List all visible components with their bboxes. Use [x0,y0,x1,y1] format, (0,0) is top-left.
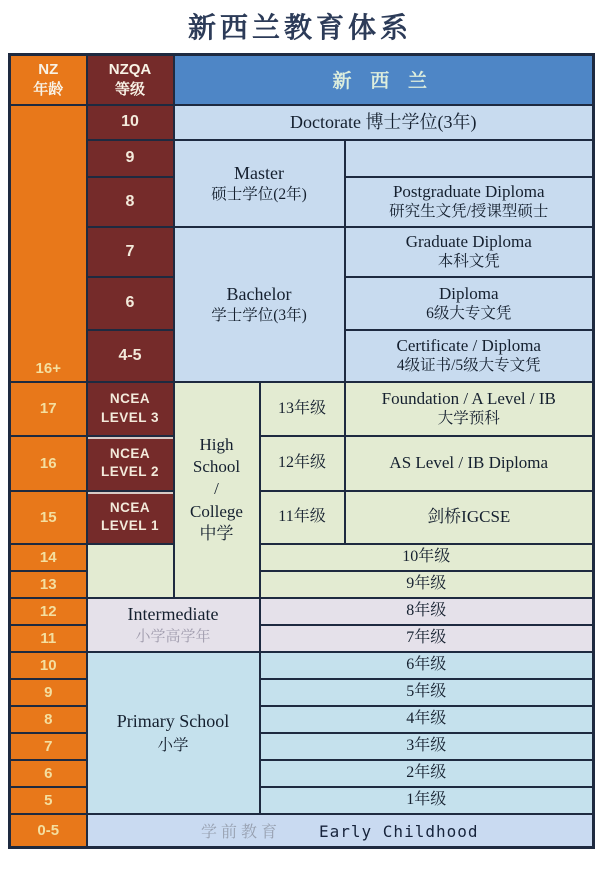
intermediate-subtitle: 小学高学年 [135,629,211,646]
diploma-title: Diploma [439,283,499,303]
nzqa-cell-9: 9 [87,140,174,177]
program-cell-foundation [345,382,594,436]
grade-cell-year10: 10年级 [260,544,594,571]
postgraduate-diploma-cell [345,177,594,227]
school-line4: College [190,501,243,521]
bachelor-cell [174,227,345,382]
ncea-3-line2: LEVEL 3 [100,409,160,425]
ncea-level-3-cell [87,382,174,436]
grade-cell-year7: 7年级 [260,625,594,652]
age-cell-8: 8 [10,706,87,733]
graduate-diploma-cell [345,227,594,277]
header-nzqa-line2: 等级 [114,80,145,98]
intermediate-title: Intermediate [127,603,219,624]
program-cell-aslevel: AS Level / IB Diploma [345,436,594,491]
header-nz-age [10,55,87,105]
row-level-7 [10,227,594,277]
doctorate-cell: Doctorate 博士学位(3年) [174,105,594,140]
primary-school-cell [87,652,260,814]
master-title: Master [234,163,284,184]
ncea-level-1-cell [87,491,174,544]
early-childhood-cell [87,814,594,848]
early-childhood-en: Early Childhood [319,821,479,841]
empty-nzqa-cell-junior [87,544,174,598]
graduate-diploma-subtitle: 本科文凭 [437,253,500,271]
row-age-12 [10,598,594,625]
certificate-subtitle: 4级证书/5级大专文凭 [396,357,541,375]
primary-title: Primary School [116,711,230,732]
ncea-1-line1: NCEA [109,499,151,515]
graduate-diploma-title: Graduate Diploma [405,232,532,252]
age-cell-14: 14 [10,544,87,571]
certificate-title: Certificate / Diploma [396,336,541,356]
header-nz-age-line1: NZ [38,60,59,78]
empty-cell-level-9 [345,140,594,177]
age-cell-10: 10 [10,652,87,679]
bachelor-subtitle: 学士学位(3年) [211,306,307,324]
row-age-0-5 [10,814,594,848]
nzqa-cell-4-5: 4-5 [87,330,174,382]
nzqa-cell-6: 6 [87,277,174,330]
high-school-college-cell [174,382,260,598]
education-system-table [8,53,595,849]
grade-cell-year4: 4年级 [260,706,594,733]
ncea-2-line2: LEVEL 2 [100,464,160,479]
header-nz-age-line2: 年龄 [33,80,64,98]
row-age-15 [10,491,594,544]
row-age-14 [10,544,594,571]
school-line5: 中学 [199,523,234,543]
early-childhood-labels [201,819,479,842]
age-cell-5: 5 [10,787,87,814]
age-cell-0-5: 0-5 [10,814,87,848]
age-cell-17: 17 [10,382,87,436]
age-cell-7: 7 [10,733,87,760]
header-nzqa-line1: NZQA [108,60,152,78]
diploma-cell [345,277,594,330]
nzqa-cell-10: 10 [87,105,174,140]
master-subtitle: 硕士学位(2年) [211,185,307,203]
row-age-10 [10,652,594,679]
program-cell-igcse: 剑桥IGCSE [345,491,594,544]
grade-cell-year9: 9年级 [260,571,594,598]
diploma-subtitle: 6级大专文凭 [426,304,512,322]
row-age-17 [10,382,594,436]
age-cell-9: 9 [10,679,87,706]
school-line3: / [214,479,219,499]
primary-subtitle: 小学 [157,736,189,754]
foundation-line2: 大学预科 [437,410,500,428]
row-level-10 [10,105,594,140]
header-row [10,55,594,105]
age-cell-6: 6 [10,760,87,787]
certificate-cell [345,330,594,382]
grade-cell-year5: 5年级 [260,679,594,706]
early-childhood-cn: 学前教育 [200,823,281,841]
grade-cell-year2: 2年级 [260,760,594,787]
grade-cell-year1: 1年级 [260,787,594,814]
master-cell [174,140,345,227]
ncea-3-line1: NCEA [109,391,151,407]
age-cell-11: 11 [10,625,87,652]
grade-cell-year6: 6年级 [260,652,594,679]
postgraduate-title: Postgraduate Diploma [392,182,545,202]
header-nzqa-level [87,55,174,105]
postgraduate-subtitle: 研究生文凭/授课型硕士 [389,203,549,221]
age-cell-16: 16 [10,436,87,491]
age-cell-16plus: 16+ [10,105,87,382]
ncea-1-line2: LEVEL 1 [100,518,160,533]
grade-cell-year12: 12年级 [260,436,345,491]
school-line2: School [192,457,241,477]
age-cell-15: 15 [10,491,87,544]
page-title: 新西兰教育体系 [187,13,412,44]
grade-cell-year11: 11年级 [260,491,345,544]
grade-cell-year3: 3年级 [260,733,594,760]
intermediate-cell [87,598,260,652]
foundation-line1: Foundation / A Level / IB [381,389,556,409]
ncea-level-2-cell [87,436,174,491]
row-level-9 [10,140,594,177]
header-new-zealand: 新 西 兰 [174,55,594,105]
grade-cell-year8: 8年级 [260,598,594,625]
row-age-16 [10,436,594,491]
age-cell-12: 12 [10,598,87,625]
bachelor-title: Bachelor [226,284,292,305]
nzqa-cell-8: 8 [87,177,174,227]
school-line1: High [199,435,234,455]
nzqa-cell-7: 7 [87,227,174,277]
ncea-2-line1: NCEA [109,445,151,461]
grade-cell-year13: 13年级 [260,382,345,436]
age-cell-13: 13 [10,571,87,598]
